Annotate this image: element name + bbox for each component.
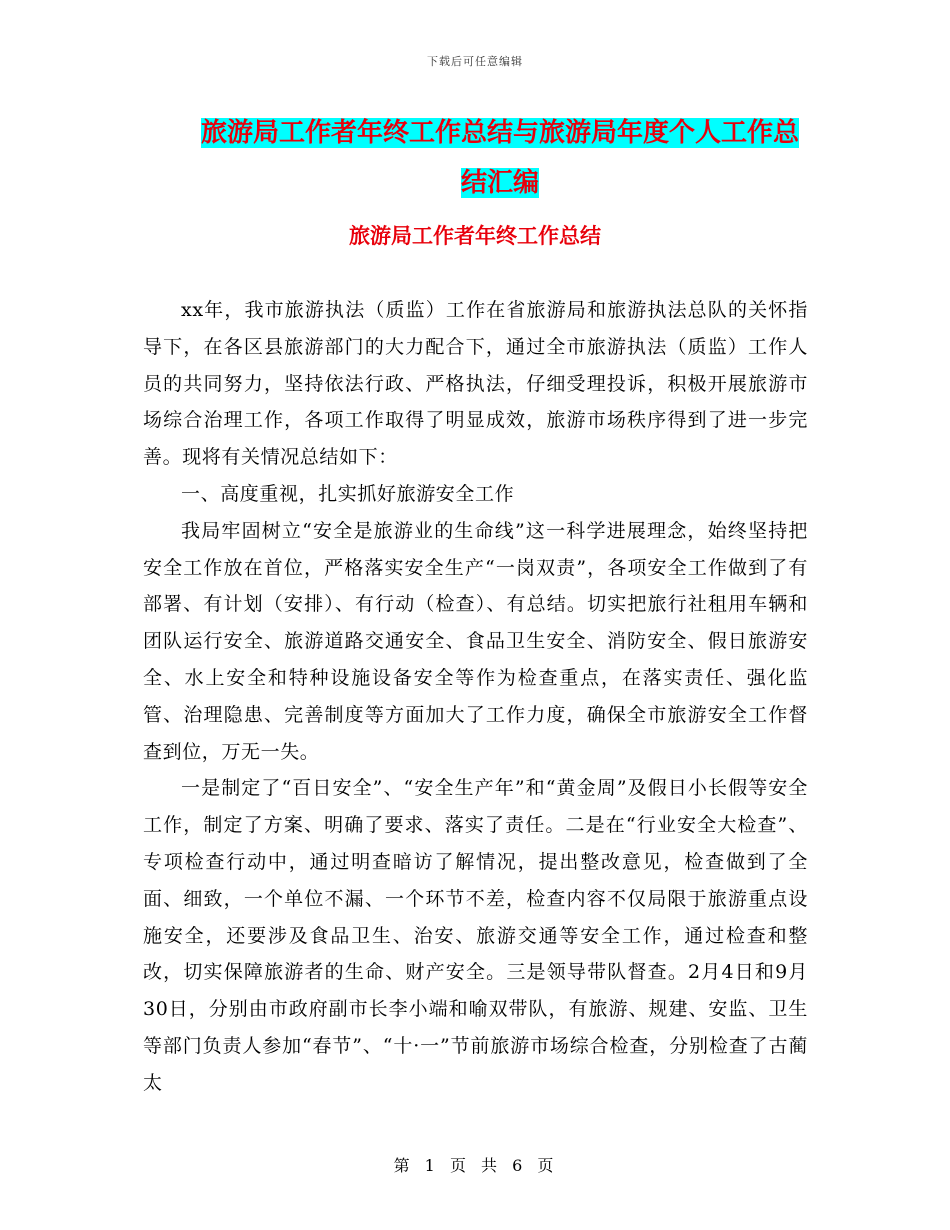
section-title: 旅游局工作者年终工作总结 [349, 223, 601, 248]
paragraph-safety-philosophy: 我局牢固树立“安全是旅游业的生命线”这一科学进展理念，始终坚持把安全工作放在首位，严格落实安全生产“一岗双责”，各项安全工作做到了有部署、有计划（安排）、有行动（检查）、有总结。切实把旅行社租用车辆和团队运行安全、旅游道路交通安全、食品卫生安全、消防安全、假日旅游安全、水上安全和特种设施设备安全等作为检查重点，在落实责任、强化监管、治理隐患、完善制度等方面加大了工作力度，确保全市旅游安全工作督查到位，万无一失。 [143, 519, 808, 763]
document-title-line-1: 旅游局工作者年终工作总结与旅游局年度个人工作总 [200, 118, 799, 148]
paragraph-intro: xx年，我市旅游执法（质监）工作在省旅游局和旅游执法总队的关怀指导下，在各区县旅游部门的大力配合下，通过全市旅游执法（质监）工作人员的共同努力，坚持依法行政、严格执法，仔细受理投诉，积极开展旅游市场综合治理工作，各项工作取得了明显成效，旅游市场秩序得到了进一步完善。现将有关情况总结如下： [143, 299, 808, 469]
header-note: 下载后可任意编辑 [427, 55, 523, 68]
paragraph-safety-measures: 一是制定了“百日安全”、“安全生产年”和“黄金周”及假日小长假等安全工作，制定了方案、明确了要求、落实了责任。二是在“行业安全大检查”、专项检查行动中，通过明查暗访了解情况，提出整改意见，检查做到了全面、细致，一个单位不漏、一个环节不差，检查内容不仅局限于旅游重点设施安全，还要涉及食品卫生、治安、旅游交通等安全工作，通过检查和整改，切实保障旅游者的生命、财产安全。三是领导带队督查。2月4日和9月30日，分别由市政府副市长李小端和喻双带队，有旅游、规建、安监、卫生等部门负责人参加“春节”、“十·一”节前旅游市场综合检查，分别检查了古蔺太 [143, 777, 808, 1094]
document-title [140, 108, 860, 208]
paragraph-heading-1: 一、高度重视，扎实抓好旅游安全工作 [181, 482, 515, 505]
document-title-line-2: 结汇编 [460, 168, 539, 198]
document-body [143, 292, 808, 1102]
page-number: 第 1 页 共 6 页 [393, 1156, 557, 1175]
